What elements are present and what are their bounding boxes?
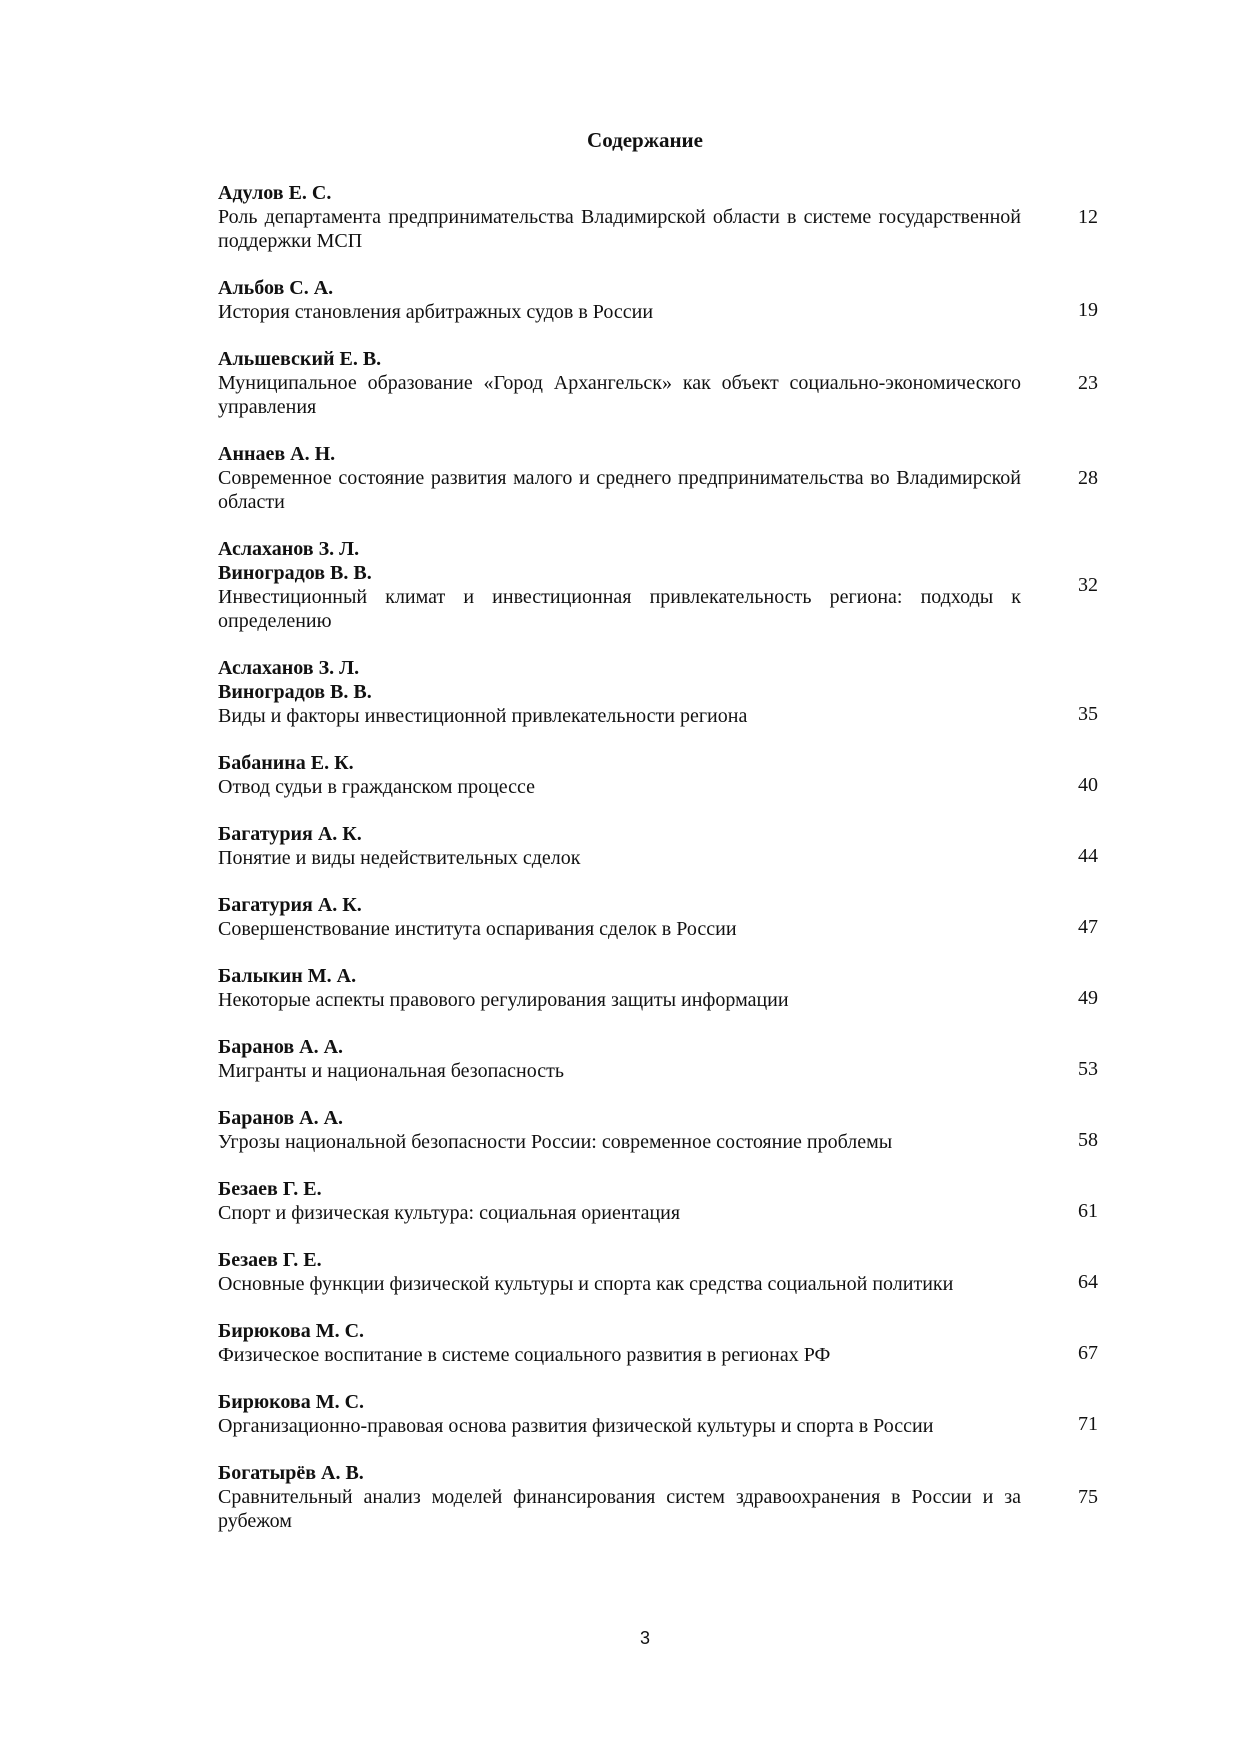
toc-entry-author: Безаев Г. Е.	[218, 1249, 322, 1271]
toc-entry-page-number[interactable]: 67	[1078, 1342, 1098, 1364]
toc-entry[interactable]	[218, 1461, 1098, 1533]
toc-entry[interactable]	[218, 1390, 1098, 1438]
toc-entry-text	[218, 964, 1021, 1012]
toc-entry-title: Спорт и физическая культура: социальная ориентация	[218, 1202, 681, 1224]
toc-entry-text	[218, 1390, 1021, 1438]
toc-entry[interactable]	[218, 1177, 1098, 1225]
toc-entry-title: Некоторые аспекты правового регулирования защиты информации	[218, 989, 789, 1011]
toc-entry-text	[218, 1461, 1021, 1533]
toc-entry-text	[218, 276, 1021, 324]
toc-entry-text	[218, 1319, 1021, 1367]
table-of-contents	[218, 181, 1098, 1556]
toc-entry-author: Багатурия А. К.	[218, 823, 362, 845]
toc-entry-title: Муниципальное образование «Город Архангельск» как объект социально-экономического управления	[218, 372, 1021, 418]
toc-entry-title: Организационно-правовая основа развития физической культуры и спорта в России	[218, 1415, 934, 1437]
toc-entry-page-number[interactable]: 40	[1078, 774, 1098, 796]
toc-entry[interactable]	[218, 964, 1098, 1012]
toc-entry-author: Виноградов В. В.	[218, 681, 372, 703]
toc-entry-text	[218, 1106, 1021, 1154]
toc-entry-text	[218, 442, 1021, 514]
toc-entry-author: Багатурия А. К.	[218, 894, 362, 916]
toc-entry-title: Угрозы национальной безопасности России: современное состояние проблемы	[218, 1131, 893, 1153]
toc-entry-title: Отвод судьи в гражданском процессе	[218, 776, 536, 798]
toc-entry[interactable]	[218, 537, 1098, 633]
toc-entry-text	[218, 822, 1021, 870]
toc-entry[interactable]	[218, 1106, 1098, 1154]
toc-entry-text	[218, 656, 1021, 728]
toc-entry-text	[218, 1035, 1021, 1083]
toc-entry-text	[218, 181, 1021, 253]
toc-entry-page-number[interactable]: 61	[1078, 1200, 1098, 1222]
toc-entry-text	[218, 537, 1021, 633]
toc-entry-text	[218, 1248, 1021, 1296]
toc-entry-page-number[interactable]: 35	[1078, 703, 1098, 725]
toc-entry-text	[218, 1177, 1021, 1225]
toc-entry-title: Инвестиционный климат и инвестиционная привлекательность региона: подходы к определению	[218, 586, 1021, 632]
toc-entry-title: Виды и факторы инвестиционной привлекательности региона	[218, 705, 748, 727]
toc-entry-title: Мигранты и национальная безопасность	[218, 1060, 564, 1082]
toc-entry-page-number[interactable]: 75	[1078, 1486, 1098, 1508]
toc-entry-text	[218, 751, 1021, 799]
toc-entry[interactable]	[218, 1319, 1098, 1367]
toc-entry-author: Балыкин М. А.	[218, 965, 357, 987]
toc-entry[interactable]	[218, 1248, 1098, 1296]
toc-entry-title: Современное состояние развития малого и среднего предпринимательства во Владимирской области	[218, 467, 1021, 513]
toc-entry-title: Роль департамента предпринимательства Владимирской области в системе государственной поддержки МСП	[218, 206, 1021, 252]
toc-entry-author: Безаев Г. Е.	[218, 1178, 322, 1200]
toc-entry[interactable]	[218, 822, 1098, 870]
toc-entry[interactable]	[218, 656, 1098, 728]
toc-entry-page-number[interactable]: 64	[1078, 1271, 1098, 1293]
toc-entry[interactable]	[218, 181, 1098, 253]
toc-entry-page-number[interactable]: 71	[1078, 1413, 1098, 1435]
toc-entry-page-number[interactable]: 19	[1078, 299, 1098, 321]
toc-entry[interactable]	[218, 276, 1098, 324]
toc-entry[interactable]	[218, 347, 1098, 419]
page-title: Содержание	[587, 128, 703, 152]
toc-entry-title: Понятие и виды недействительных сделок	[218, 847, 581, 869]
toc-entry-page-number[interactable]: 53	[1078, 1058, 1098, 1080]
toc-entry-page-number[interactable]: 28	[1078, 467, 1098, 489]
toc-entry-page-number[interactable]: 44	[1078, 845, 1098, 867]
toc-entry-text	[218, 347, 1021, 419]
toc-entry-page-number[interactable]: 32	[1078, 574, 1098, 596]
toc-entry[interactable]	[218, 893, 1098, 941]
toc-entry-author: Альшевский Е. В.	[218, 348, 382, 370]
toc-entry-title: История становления арбитражных судов в России	[218, 301, 654, 323]
toc-entry[interactable]	[218, 1035, 1098, 1083]
toc-entry-author: Аслаханов З. Л.	[218, 657, 360, 679]
toc-entry-page-number[interactable]: 47	[1078, 916, 1098, 938]
toc-entry-author: Аннаев А. Н.	[218, 443, 336, 465]
toc-entry-page-number[interactable]: 58	[1078, 1129, 1098, 1151]
toc-entry-page-number[interactable]: 12	[1078, 206, 1098, 228]
toc-entry-page-number[interactable]: 23	[1078, 372, 1098, 394]
toc-entry-author: Баранов А. А.	[218, 1036, 344, 1058]
toc-entry-author: Адулов Е. С.	[218, 182, 332, 204]
toc-entry-author: Аслаханов З. Л.	[218, 538, 360, 560]
toc-entry[interactable]	[218, 442, 1098, 514]
toc-entry-page-number[interactable]: 49	[1078, 987, 1098, 1009]
toc-entry-author: Бирюкова М. С.	[218, 1391, 365, 1413]
toc-entry-author: Богатырёв А. В.	[218, 1462, 364, 1484]
toc-entry-title: Физическое воспитание в системе социального развития в регионах РФ	[218, 1344, 831, 1366]
toc-entry-author: Альбов С. А.	[218, 277, 334, 299]
toc-entry-title: Совершенствование института оспаривания сделок в России	[218, 918, 737, 940]
toc-entry-title: Основные функции физической культуры и спорта как средства социальной политики	[218, 1273, 954, 1295]
toc-entry[interactable]	[218, 751, 1098, 799]
toc-entry-author: Бирюкова М. С.	[218, 1320, 365, 1342]
toc-entry-author: Баранов А. А.	[218, 1107, 344, 1129]
toc-entry-author: Бабанина Е. К.	[218, 752, 354, 774]
page-number: 3	[639, 1628, 650, 1648]
toc-entry-text	[218, 893, 1021, 941]
toc-entry-author: Виноградов В. В.	[218, 562, 372, 584]
toc-entry-title: Сравнительный анализ моделей финансирования систем здравоохранения в России и за рубежом	[218, 1486, 1021, 1532]
